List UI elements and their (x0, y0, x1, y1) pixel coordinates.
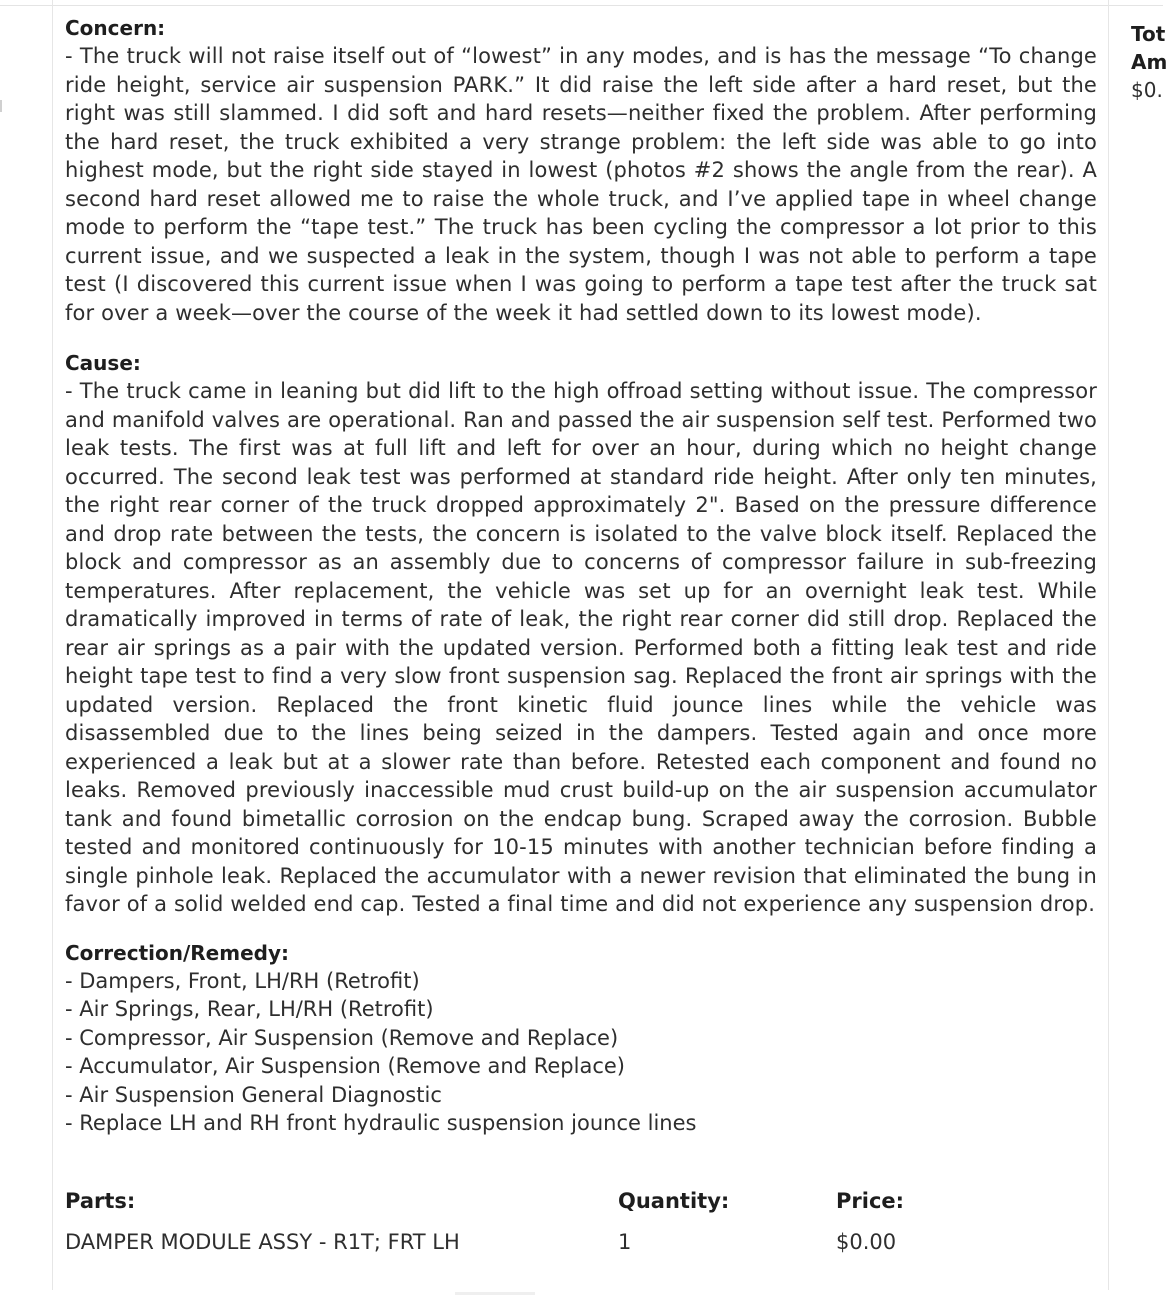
parts-header: Parts: (65, 1189, 136, 1213)
quantity-header: Quantity: (618, 1189, 730, 1213)
concern-heading: Concern: (65, 16, 166, 40)
total-label-fragment: Tot (1131, 22, 1166, 46)
correction-item: - Replace LH and RH front hydraulic suspension jounce lines (65, 1111, 697, 1135)
totals-column (1131, 20, 1171, 104)
correction-item: - Air Springs, Rear, LH/RH (Retrofit) (65, 997, 434, 1021)
correction-item: - Compressor, Air Suspension (Remove and Replace) (65, 1025, 619, 1050)
left-column-divider (52, 0, 53, 1290)
concern-section (65, 14, 1097, 327)
correction-section (65, 939, 1097, 1138)
correction-list (65, 967, 1097, 1138)
correction-item: - Accumulator, Air Suspension (Remove and Replace) (65, 1054, 625, 1078)
part-name-cell: DAMPER MODULE ASSY - R1T; FRT LH (65, 1230, 460, 1254)
page-footer-fragment (455, 1292, 535, 1295)
parts-table (65, 1186, 1105, 1256)
cause-heading: Cause: (65, 351, 141, 375)
concern-text: - The truck will not raise itself out of “lowest” in any modes, and is has the message “To change ride height, service air suspension PARK.” It did raise the left side after a hard reset, but the right was still slammed. I did soft and hard resets—neither fixed the problem. After performing the hard reset, the truck exhibited a very strange problem: the left side was able to go into highest mode, but the right side stayed in lowest (photos #2 shows the angle from the rear). A second hard reset allowed me to raise the whole truck, and I’ve applied tape in wheel change mode to perform the “tape test.” The truck has been cycling the compressor a lot prior to this current issue, and we suspected a leak in the system, though I was not able to perform a tape test (I discovered this current issue when I was going to perform a tape test after the truck sat for over a week—over the course of the week it had settled down to its lowest mode). (65, 44, 1097, 325)
right-column-divider (1108, 0, 1109, 1290)
total-amount-fragment: $0. (1131, 78, 1163, 102)
correction-item: - Air Suspension General Diagnostic (65, 1082, 442, 1107)
repair-order-details (65, 14, 1097, 1138)
top-divider (0, 5, 1163, 6)
amount-label-fragment: Am (1131, 50, 1168, 74)
cause-text: - The truck came in leaning but did lift to the high offroad setting without issue. The compressor and manifold valves are operational. Ran and passed the air suspension self test. Performed two leak tests. The first was at full lift and left for over an hour, during which no height change occurred. The second leak test was performed at standard ride height. After only ten minutes, the right rear corner of the truck dropped approximately 2". Based on the pressure difference and drop rate between the tests, the concern is isolated to the valve block itself. Replaced the block and compressor as an assembly due to concerns of compressor failure in sub-freezing temperatures. After replacement, the vehicle was set up for an overnight leak test. While dramatically improved in terms of rate of leak, the right rear corner did still drop. Replaced the rear air springs as a pair with the updated version. Performed both a fitting leak test and ride height tape test to find a very slow front suspension sag. Replaced the front air springs with the updated version. Replaced the front kinetic fluid jounce lines while the vehicle was disassembled due to the lines being seized in the dampers. Tested again and once more experienced a leak but at a slower rate than before. Retested each component and found no leaks. Removed previously inaccessible mud crust build-up on the air suspension accumulator tank and found bimetallic corrosion on the endcap bung. Scraped away the corrosion. Bubble tested and monitored continuously for 10-15 minutes with another technician before finding a single pinhole leak. Replaced the accumulator with a newer revision that eliminated the bung in favor of a solid welded end cap. Tested a final time and did not experience any suspension drop. (65, 379, 1097, 916)
price-header: Price: (836, 1189, 905, 1213)
left-edge-mark (0, 100, 2, 112)
part-quantity-cell: 1 (618, 1230, 632, 1254)
cause-section (65, 349, 1097, 919)
correction-heading: Correction/Remedy: (65, 940, 289, 965)
correction-item: - Dampers, Front, LH/RH (Retrofit) (65, 968, 420, 993)
part-price-cell: $0.00 (836, 1230, 897, 1254)
